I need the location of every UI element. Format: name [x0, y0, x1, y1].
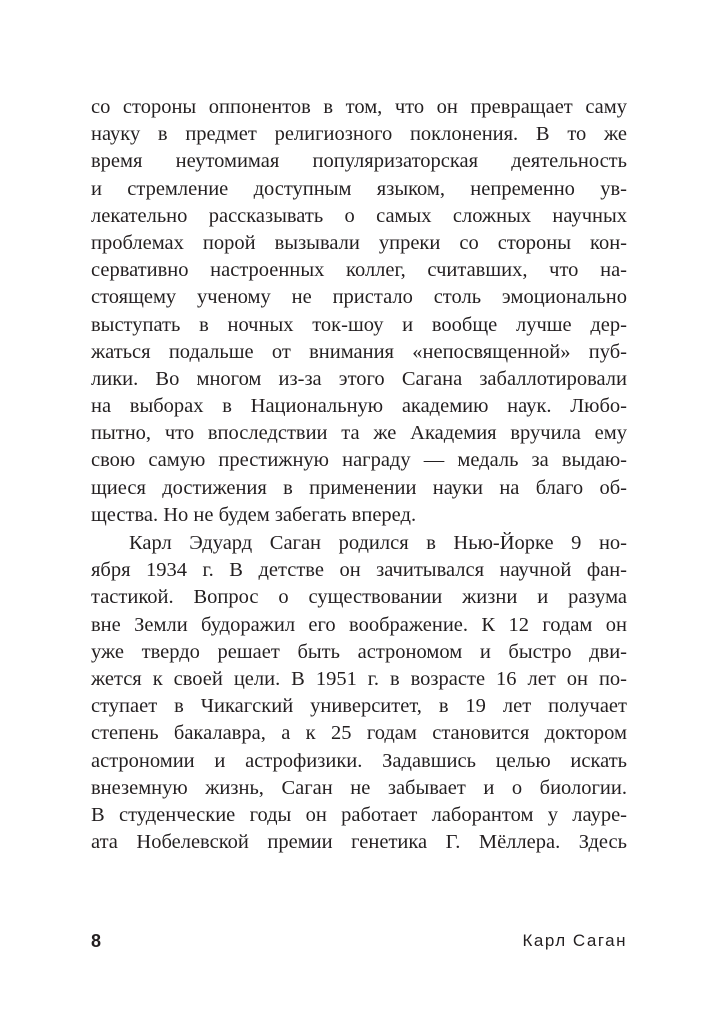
- page-number: 8: [91, 931, 102, 951]
- text-line: жаться подальше от внимания «непосвященной» пуб-: [91, 340, 627, 363]
- text-line: проблемах порой вызывали упреки со стороны кон-: [91, 231, 627, 254]
- text-line: науку в предмет религиозного поклонения. В то же: [91, 123, 627, 146]
- text-line: уже твердо решает быть астрономом и быстро дви-: [91, 640, 627, 663]
- text-line: и стремление доступным языком, непременно ув-: [91, 177, 627, 200]
- text-line: стоящему ученому не пристало столь эмоционально: [91, 286, 627, 309]
- text-line: тастикой. Вопрос о существовании жизни и разума: [91, 586, 627, 609]
- text-line: ября 1934 г. В детстве он зачитывался научной фан-: [91, 559, 627, 582]
- text-line: выступать в ночных ток-шоу и вообще лучше дер-: [91, 313, 627, 336]
- running-title: Карл Саган: [522, 931, 627, 950]
- text-line: щиеся достижения в применении науки на благо об-: [91, 476, 627, 499]
- text-line: лики. Во многом из-за этого Сагана забаллотировали: [91, 367, 627, 390]
- paragraph-2: [91, 530, 627, 856]
- text-line: сервативно настроенных коллег, считавших, что на-: [91, 259, 627, 282]
- text-line: щества. Но не будем забегать вперед.: [91, 503, 417, 526]
- paragraph-1: [91, 94, 627, 529]
- text-line: внеземную жизнь, Саган не забывает и о биологии.: [91, 776, 627, 799]
- text-line: жется к своей цели. В 1951 г. в возрасте 16 лет он по-: [91, 667, 627, 690]
- text-line: со стороны оппонентов в том, что он превращает саму: [91, 96, 627, 118]
- text-line: время неутомимая популяризаторская деятельность: [91, 150, 627, 173]
- text-line: свою самую престижную награду — медаль за выдаю-: [91, 449, 627, 472]
- text-line: лекательно рассказывать о самых сложных научных: [91, 204, 627, 227]
- page-footer: [91, 931, 627, 955]
- text-line: ступает в Чикагский университет, в 19 лет получает: [91, 695, 627, 718]
- text-line: В студенческие годы он работает лаборантом у лауре-: [91, 803, 627, 826]
- text-line: степень бакалавра, а к 25 годам становится доктором: [91, 722, 627, 745]
- text-line: ата Нобелевской премии генетика Г. Мёллера. Здесь: [91, 831, 627, 854]
- text-line: на выборах в Национальную академию наук. Любо-: [91, 395, 627, 418]
- text-line: вне Земли будоражил его воображение. К 12 годам он: [91, 613, 627, 636]
- text-line: Карл Эдуард Саган родился в Нью-Йорке 9 но-: [129, 532, 627, 554]
- text-line: пытно, что впоследствии та же Академия вручила ему: [91, 422, 627, 445]
- text-line: астрономии и астрофизики. Задавшись целью искать: [91, 749, 627, 772]
